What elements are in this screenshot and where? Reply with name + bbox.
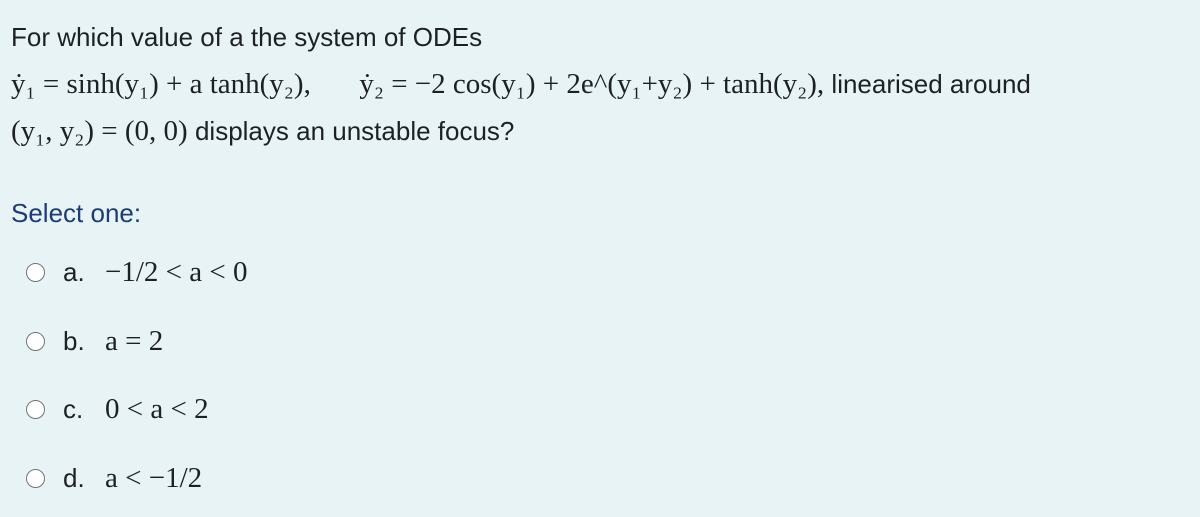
equation-2 [359,68,831,100]
option-letter: d. [63,462,85,493]
option-text: a < −1/2 [105,461,203,494]
radio-button-icon[interactable] [26,400,45,419]
question-intro: For which value of a the system of ODEs [11,22,483,52]
option-a[interactable] [26,252,626,292]
question-line-3 [11,108,1191,155]
option-text: 0 < a < 2 [105,392,209,425]
equilibrium-point: (y₁, y₂) = (0, 0) [11,115,188,147]
radio-button-icon[interactable] [26,263,45,282]
linearised-text: linearised around [831,69,1031,99]
question-line-1 [11,14,1191,61]
option-text: a = 2 [105,324,164,357]
radio-button-icon[interactable] [26,469,45,488]
question-text [11,14,1191,155]
equation-1 [11,68,318,100]
equation-2-lhs: ẏ₂ [359,68,384,100]
option-c[interactable] [26,389,626,429]
radio-button-icon[interactable] [26,332,45,351]
option-letter: a. [63,256,85,287]
question-line-2 [11,61,1191,108]
option-letter: b. [63,325,85,356]
question-end: displays an unstable focus? [194,116,515,146]
equation-1-rhs: = sinh(y₁) + a tanh(y₂), [42,68,311,100]
equation-2-rhs: = −2 cos(y₁) + 2e^(y₁+y₂) + tanh(y₂), [391,68,825,100]
option-letter: c. [63,393,84,424]
option-d[interactable] [26,458,626,498]
option-b[interactable] [26,321,626,361]
select-one-prompt: Select one: [11,198,142,228]
equation-1-lhs: ẏ₁ [11,68,36,100]
option-text: −1/2 < a < 0 [105,255,248,288]
